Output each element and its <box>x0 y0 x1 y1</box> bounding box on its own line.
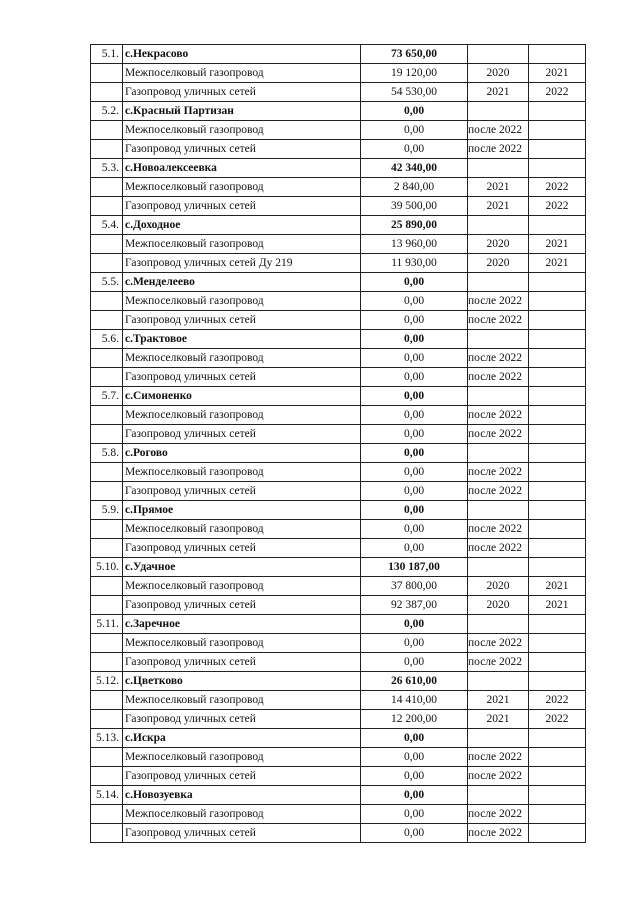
pipeline-name: Газопровод уличных сетей <box>123 653 361 672</box>
pipeline-row <box>91 691 586 710</box>
section-number-empty <box>91 805 123 824</box>
section-number: 5.3. <box>91 159 123 178</box>
pipeline-row <box>91 254 586 273</box>
settlement-name: с.Рогово <box>123 444 361 463</box>
end-year: 2022 <box>529 710 586 729</box>
pipeline-name: Газопровод уличных сетей <box>123 767 361 786</box>
section-number: 5.2. <box>91 102 123 121</box>
settlement-name: с.Цветково <box>123 672 361 691</box>
pipeline-name: Межпоселковый газопровод <box>123 805 361 824</box>
pipeline-cost: 0,00 <box>361 653 468 672</box>
pipeline-row <box>91 577 586 596</box>
pipeline-name: Межпоселковый газопровод <box>123 64 361 83</box>
pipeline-cost: 0,00 <box>361 748 468 767</box>
section-number-empty <box>91 482 123 501</box>
pipeline-row <box>91 197 586 216</box>
pipeline-name: Межпоселковый газопровод <box>123 235 361 254</box>
start-year: после 2022 <box>468 463 529 482</box>
settlement-total: 0,00 <box>361 729 468 748</box>
pipeline-row <box>91 292 586 311</box>
end-year <box>529 368 586 387</box>
start-year: после 2022 <box>468 292 529 311</box>
start-year-cell <box>468 387 529 406</box>
end-year-cell <box>529 216 586 235</box>
pipeline-name: Газопровод уличных сетей <box>123 482 361 501</box>
section-number-empty <box>91 539 123 558</box>
end-year-cell <box>529 102 586 121</box>
start-year: после 2022 <box>468 653 529 672</box>
section-number: 5.13. <box>91 729 123 748</box>
start-year-cell <box>468 729 529 748</box>
pipeline-name: Газопровод уличных сетей <box>123 197 361 216</box>
start-year-cell <box>468 159 529 178</box>
end-year: 2021 <box>529 577 586 596</box>
start-year: после 2022 <box>468 748 529 767</box>
section-number-empty <box>91 748 123 767</box>
pipeline-name: Межпоселковый газопровод <box>123 406 361 425</box>
section-number: 5.7. <box>91 387 123 406</box>
section-number-empty <box>91 292 123 311</box>
settlement-row <box>91 159 586 178</box>
pipeline-cost: 13 960,00 <box>361 235 468 254</box>
settlement-total: 25 890,00 <box>361 216 468 235</box>
end-year: 2022 <box>529 83 586 102</box>
end-year-cell <box>529 273 586 292</box>
pipeline-cost: 0,00 <box>361 406 468 425</box>
pipeline-cost: 0,00 <box>361 520 468 539</box>
start-year: после 2022 <box>468 824 529 843</box>
pipeline-name: Газопровод уличных сетей Ду 219 <box>123 254 361 273</box>
pipeline-row <box>91 83 586 102</box>
end-year: 2021 <box>529 235 586 254</box>
section-number-empty <box>91 368 123 387</box>
end-year: 2022 <box>529 197 586 216</box>
pipeline-cost: 0,00 <box>361 463 468 482</box>
end-year <box>529 520 586 539</box>
end-year <box>529 767 586 786</box>
pipeline-cost: 0,00 <box>361 121 468 140</box>
start-year: после 2022 <box>468 425 529 444</box>
settlement-row <box>91 729 586 748</box>
pipeline-row <box>91 767 586 786</box>
pipeline-name: Межпоселковый газопровод <box>123 463 361 482</box>
end-year <box>529 634 586 653</box>
end-year <box>529 482 586 501</box>
end-year-cell <box>529 330 586 349</box>
section-number-empty <box>91 235 123 254</box>
pipeline-cost: 0,00 <box>361 368 468 387</box>
start-year-cell <box>468 501 529 520</box>
end-year <box>529 121 586 140</box>
pipeline-row <box>91 235 586 254</box>
start-year: после 2022 <box>468 482 529 501</box>
end-year-cell <box>529 558 586 577</box>
settlement-total: 26 610,00 <box>361 672 468 691</box>
pipeline-name: Газопровод уличных сетей <box>123 824 361 843</box>
settlement-name: с.Новозуевка <box>123 786 361 805</box>
section-number-empty <box>91 463 123 482</box>
settlement-row <box>91 558 586 577</box>
end-year <box>529 539 586 558</box>
start-year: после 2022 <box>468 311 529 330</box>
settlement-row <box>91 102 586 121</box>
settlement-total: 73 650,00 <box>361 45 468 64</box>
settlement-name: с.Некрасово <box>123 45 361 64</box>
section-number-empty <box>91 197 123 216</box>
settlement-row <box>91 273 586 292</box>
settlement-name: с.Новоалексеевка <box>123 159 361 178</box>
end-year <box>529 406 586 425</box>
pipeline-name: Межпоселковый газопровод <box>123 178 361 197</box>
pipeline-cost: 11 930,00 <box>361 254 468 273</box>
end-year <box>529 463 586 482</box>
pipeline-name: Газопровод уличных сетей <box>123 83 361 102</box>
pipeline-row <box>91 140 586 159</box>
end-year <box>529 292 586 311</box>
start-year: после 2022 <box>468 805 529 824</box>
start-year: 2020 <box>468 596 529 615</box>
pipeline-cost: 54 530,00 <box>361 83 468 102</box>
pipeline-row <box>91 64 586 83</box>
section-number-empty <box>91 64 123 83</box>
start-year: 2020 <box>468 235 529 254</box>
end-year-cell <box>529 387 586 406</box>
pipeline-cost: 0,00 <box>361 539 468 558</box>
section-number-empty <box>91 691 123 710</box>
section-number-empty <box>91 83 123 102</box>
settlement-total: 0,00 <box>361 330 468 349</box>
section-number-empty <box>91 140 123 159</box>
pipeline-cost: 19 120,00 <box>361 64 468 83</box>
section-number: 5.5. <box>91 273 123 292</box>
pipeline-row <box>91 653 586 672</box>
section-number-empty <box>91 653 123 672</box>
pipeline-name: Межпоселковый газопровод <box>123 577 361 596</box>
end-year-cell <box>529 729 586 748</box>
start-year-cell <box>468 45 529 64</box>
pipeline-name: Газопровод уличных сетей <box>123 368 361 387</box>
section-number-empty <box>91 349 123 368</box>
end-year-cell <box>529 159 586 178</box>
pipeline-row <box>91 824 586 843</box>
settlement-row <box>91 387 586 406</box>
end-year <box>529 805 586 824</box>
pipeline-row <box>91 520 586 539</box>
end-year-cell <box>529 501 586 520</box>
pipeline-cost: 14 410,00 <box>361 691 468 710</box>
end-year <box>529 824 586 843</box>
section-number: 5.1. <box>91 45 123 64</box>
settlement-row <box>91 330 586 349</box>
settlement-row <box>91 444 586 463</box>
start-year-cell <box>468 615 529 634</box>
section-number: 5.10. <box>91 558 123 577</box>
settlement-total: 0,00 <box>361 615 468 634</box>
end-year <box>529 653 586 672</box>
start-year: 2020 <box>468 64 529 83</box>
settlement-name: с.Заречное <box>123 615 361 634</box>
end-year <box>529 425 586 444</box>
section-number: 5.8. <box>91 444 123 463</box>
start-year: 2021 <box>468 83 529 102</box>
start-year: после 2022 <box>468 520 529 539</box>
end-year <box>529 748 586 767</box>
section-number-empty <box>91 406 123 425</box>
settlement-total: 0,00 <box>361 444 468 463</box>
pipeline-row <box>91 748 586 767</box>
start-year-cell <box>468 558 529 577</box>
start-year-cell <box>468 216 529 235</box>
start-year-cell <box>468 786 529 805</box>
settlement-name: с.Доходное <box>123 216 361 235</box>
pipeline-cost: 0,00 <box>361 634 468 653</box>
section-number-empty <box>91 577 123 596</box>
end-year-cell <box>529 615 586 634</box>
pipeline-name: Межпоселковый газопровод <box>123 349 361 368</box>
section-number-empty <box>91 520 123 539</box>
settlement-total: 42 340,00 <box>361 159 468 178</box>
section-number-empty <box>91 178 123 197</box>
settlement-row <box>91 615 586 634</box>
settlement-name: с.Красный Партизан <box>123 102 361 121</box>
pipeline-name: Газопровод уличных сетей <box>123 311 361 330</box>
settlement-name: с.Менделеево <box>123 273 361 292</box>
pipeline-cost: 39 500,00 <box>361 197 468 216</box>
start-year-cell <box>468 672 529 691</box>
settlement-name: с.Прямое <box>123 501 361 520</box>
settlement-row <box>91 501 586 520</box>
pipeline-cost: 0,00 <box>361 349 468 368</box>
start-year: 2021 <box>468 710 529 729</box>
end-year: 2021 <box>529 254 586 273</box>
start-year: после 2022 <box>468 140 529 159</box>
start-year: после 2022 <box>468 121 529 140</box>
end-year-cell <box>529 672 586 691</box>
pipeline-name: Газопровод уличных сетей <box>123 140 361 159</box>
settlement-row <box>91 45 586 64</box>
section-number-empty <box>91 767 123 786</box>
pipeline-cost: 0,00 <box>361 482 468 501</box>
pipeline-cost: 0,00 <box>361 767 468 786</box>
settlement-name: с.Искра <box>123 729 361 748</box>
settlement-total: 0,00 <box>361 387 468 406</box>
start-year-cell <box>468 273 529 292</box>
settlement-name: с.Удачное <box>123 558 361 577</box>
section-number: 5.4. <box>91 216 123 235</box>
settlement-row <box>91 216 586 235</box>
pipeline-cost: 37 800,00 <box>361 577 468 596</box>
pipeline-name: Газопровод уличных сетей <box>123 539 361 558</box>
pipeline-name: Межпоселковый газопровод <box>123 748 361 767</box>
pipeline-cost: 0,00 <box>361 292 468 311</box>
table-body <box>91 45 586 843</box>
pipeline-row <box>91 482 586 501</box>
settlement-name: с.Симоненко <box>123 387 361 406</box>
section-number-empty <box>91 425 123 444</box>
pipeline-name: Межпоселковый газопровод <box>123 292 361 311</box>
pipeline-row <box>91 463 586 482</box>
pipeline-row <box>91 311 586 330</box>
start-year: 2021 <box>468 178 529 197</box>
pipeline-cost: 0,00 <box>361 425 468 444</box>
settlement-name: с.Трактовое <box>123 330 361 349</box>
end-year: 2022 <box>529 178 586 197</box>
start-year: после 2022 <box>468 368 529 387</box>
settlement-total: 0,00 <box>361 102 468 121</box>
settlement-total: 0,00 <box>361 501 468 520</box>
pipeline-name: Газопровод уличных сетей <box>123 425 361 444</box>
section-number-empty <box>91 254 123 273</box>
pipeline-row <box>91 710 586 729</box>
start-year: после 2022 <box>468 634 529 653</box>
section-number-empty <box>91 824 123 843</box>
settlement-total: 0,00 <box>361 786 468 805</box>
pipeline-name: Межпоселковый газопровод <box>123 520 361 539</box>
settlement-total: 0,00 <box>361 273 468 292</box>
section-number: 5.12. <box>91 672 123 691</box>
end-year <box>529 140 586 159</box>
pipeline-cost: 0,00 <box>361 140 468 159</box>
section-number-empty <box>91 121 123 140</box>
start-year-cell <box>468 330 529 349</box>
section-number-empty <box>91 634 123 653</box>
end-year-cell <box>529 786 586 805</box>
pipeline-name: Межпоселковый газопровод <box>123 634 361 653</box>
start-year-cell <box>468 102 529 121</box>
section-number: 5.9. <box>91 501 123 520</box>
start-year: 2021 <box>468 197 529 216</box>
pipeline-name: Межпоселковый газопровод <box>123 121 361 140</box>
start-year: после 2022 <box>468 767 529 786</box>
section-number: 5.11. <box>91 615 123 634</box>
section-number-empty <box>91 311 123 330</box>
pipeline-row <box>91 596 586 615</box>
pipeline-row <box>91 121 586 140</box>
end-year: 2021 <box>529 64 586 83</box>
pipeline-row <box>91 406 586 425</box>
pipeline-cost: 0,00 <box>361 805 468 824</box>
pipeline-row <box>91 634 586 653</box>
pipeline-cost: 92 387,00 <box>361 596 468 615</box>
end-year <box>529 349 586 368</box>
section-number-empty <box>91 710 123 729</box>
section-number-empty <box>91 596 123 615</box>
start-year: после 2022 <box>468 539 529 558</box>
pipeline-cost: 12 200,00 <box>361 710 468 729</box>
pipeline-name: Газопровод уличных сетей <box>123 710 361 729</box>
pipeline-name: Газопровод уличных сетей <box>123 596 361 615</box>
settlement-total: 130 187,00 <box>361 558 468 577</box>
end-year-cell <box>529 444 586 463</box>
pipeline-row <box>91 368 586 387</box>
settlement-row <box>91 672 586 691</box>
pipeline-row <box>91 805 586 824</box>
end-year <box>529 311 586 330</box>
pipeline-row <box>91 425 586 444</box>
pipeline-cost: 2 840,00 <box>361 178 468 197</box>
start-year-cell <box>468 444 529 463</box>
start-year: 2021 <box>468 691 529 710</box>
pipeline-cost: 0,00 <box>361 824 468 843</box>
start-year: после 2022 <box>468 406 529 425</box>
pipeline-row <box>91 178 586 197</box>
start-year: после 2022 <box>468 349 529 368</box>
end-year: 2021 <box>529 596 586 615</box>
start-year: 2020 <box>468 577 529 596</box>
section-number: 5.14. <box>91 786 123 805</box>
start-year: 2020 <box>468 254 529 273</box>
pipeline-cost: 0,00 <box>361 311 468 330</box>
pipeline-name: Межпоселковый газопровод <box>123 691 361 710</box>
end-year: 2022 <box>529 691 586 710</box>
settlement-row <box>91 786 586 805</box>
pipeline-row <box>91 539 586 558</box>
pipeline-row <box>91 349 586 368</box>
section-number: 5.6. <box>91 330 123 349</box>
end-year-cell <box>529 45 586 64</box>
gas-pipeline-table <box>90 44 586 843</box>
